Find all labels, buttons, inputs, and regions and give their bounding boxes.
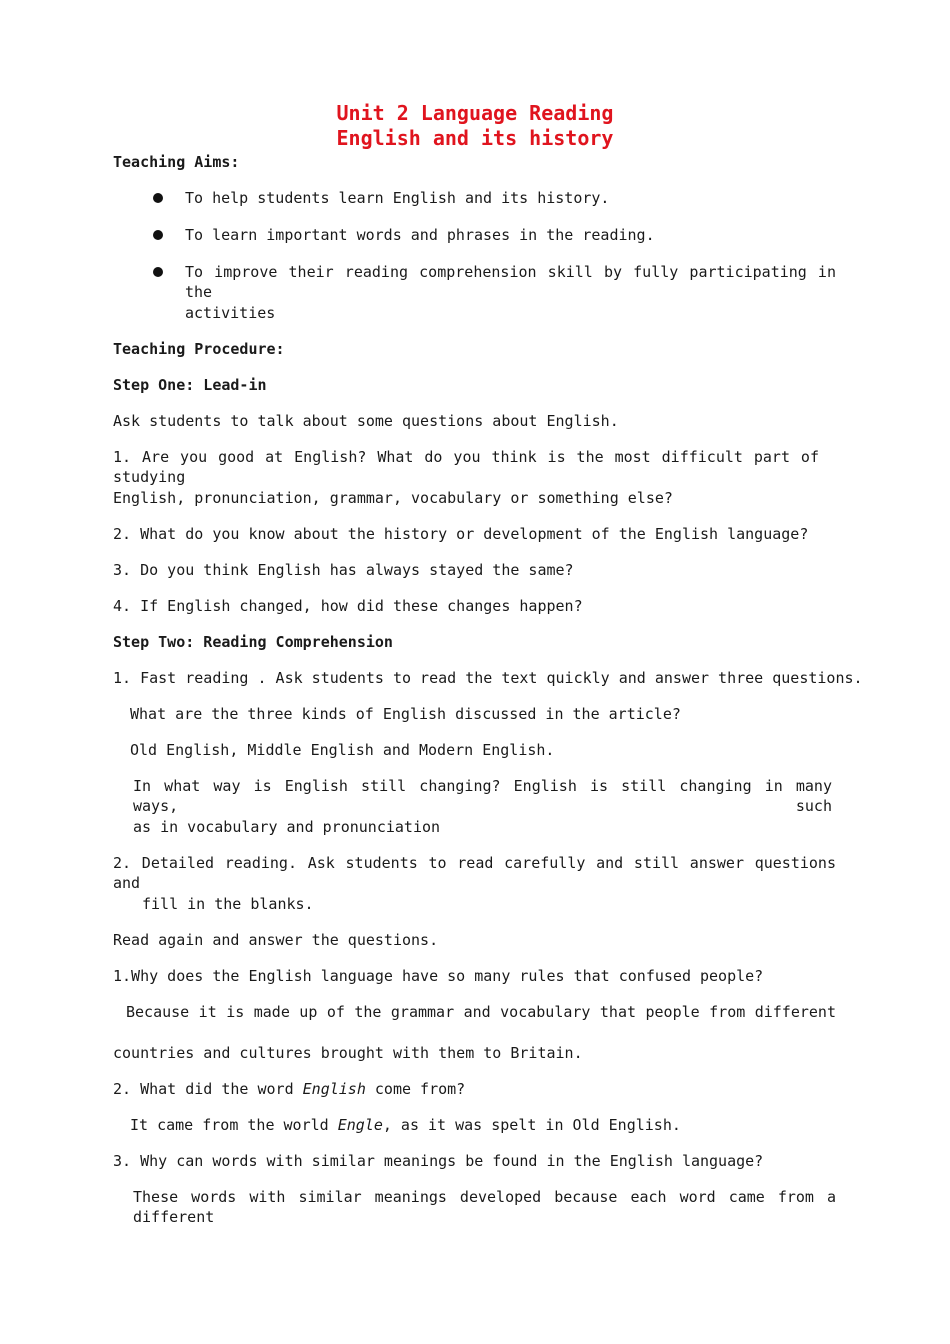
question-1-cont: English, pronunciation, grammar, vocabulary or something else? xyxy=(113,489,673,507)
aim-item-1: To help students learn English and its history. xyxy=(185,189,610,207)
detail-a1-cont: countries and cultures brought with them to Britain. xyxy=(113,1044,583,1062)
fast-a1: Old English, Middle English and Modern English. xyxy=(130,741,555,759)
step-one-heading: Step One: Lead-in xyxy=(113,376,267,394)
step-one-intro: Ask students to talk about some questions about English. xyxy=(113,412,619,430)
detailed-reading: 2. Detailed reading. Ask students to read carefully and still answer questions and xyxy=(113,854,836,892)
question-4: 4. If English changed, how did these changes happen? xyxy=(113,597,583,615)
aim-item-3-cont: activities xyxy=(185,304,276,322)
detail-a3: These words with similar meanings developed because each word came from a different xyxy=(133,1188,836,1226)
doc-title: Unit 2 Language Reading xyxy=(336,101,614,125)
detail-a2: It came from the world Engle, as it was spelt in Old English. xyxy=(130,1116,681,1134)
bullet-icon xyxy=(153,267,163,277)
bullet-icon xyxy=(153,230,163,240)
detail-a1: Because it is made up of the grammar and vocabulary that people from different xyxy=(126,1003,836,1021)
fast-reading: 1. Fast reading . Ask students to read the text quickly and answer three questions. xyxy=(113,669,863,687)
aim-item-3: To improve their reading comprehension skill by fully participating in the xyxy=(185,263,836,301)
procedure-heading: Teaching Procedure: xyxy=(113,340,285,358)
doc-subtitle: English and its history xyxy=(336,126,614,150)
question-1: 1. Are you good at English? What do you think is the most difficult part of studying xyxy=(113,448,819,486)
detail-q3: 3. Why can words with similar meanings be found in the English language? xyxy=(113,1152,764,1170)
fast-q1: What are the three kinds of English discussed in the article? xyxy=(130,705,681,723)
read-again: Read again and answer the questions. xyxy=(113,931,439,949)
question-3: 3. Do you think English has always stayed the same? xyxy=(113,561,574,579)
aim-item-2: To learn important words and phrases in the reading. xyxy=(185,226,655,244)
step-two-heading: Step Two: Reading Comprehension xyxy=(113,633,393,651)
teaching-aims-heading: Teaching Aims: xyxy=(113,153,240,171)
fast-q2: In what way is English still changing? English is still changing in many ways, such xyxy=(133,777,832,815)
bullet-icon xyxy=(153,193,163,203)
detail-q2: 2. What did the word English come from? xyxy=(113,1080,466,1098)
detailed-reading-cont: fill in the blanks. xyxy=(142,895,314,913)
question-2: 2. What do you know about the history or development of the English language? xyxy=(113,525,809,543)
fast-q2-cont: as in vocabulary and pronunciation xyxy=(133,818,441,836)
detail-q1: 1.Why does the English language have so many rules that confused people? xyxy=(113,967,764,985)
